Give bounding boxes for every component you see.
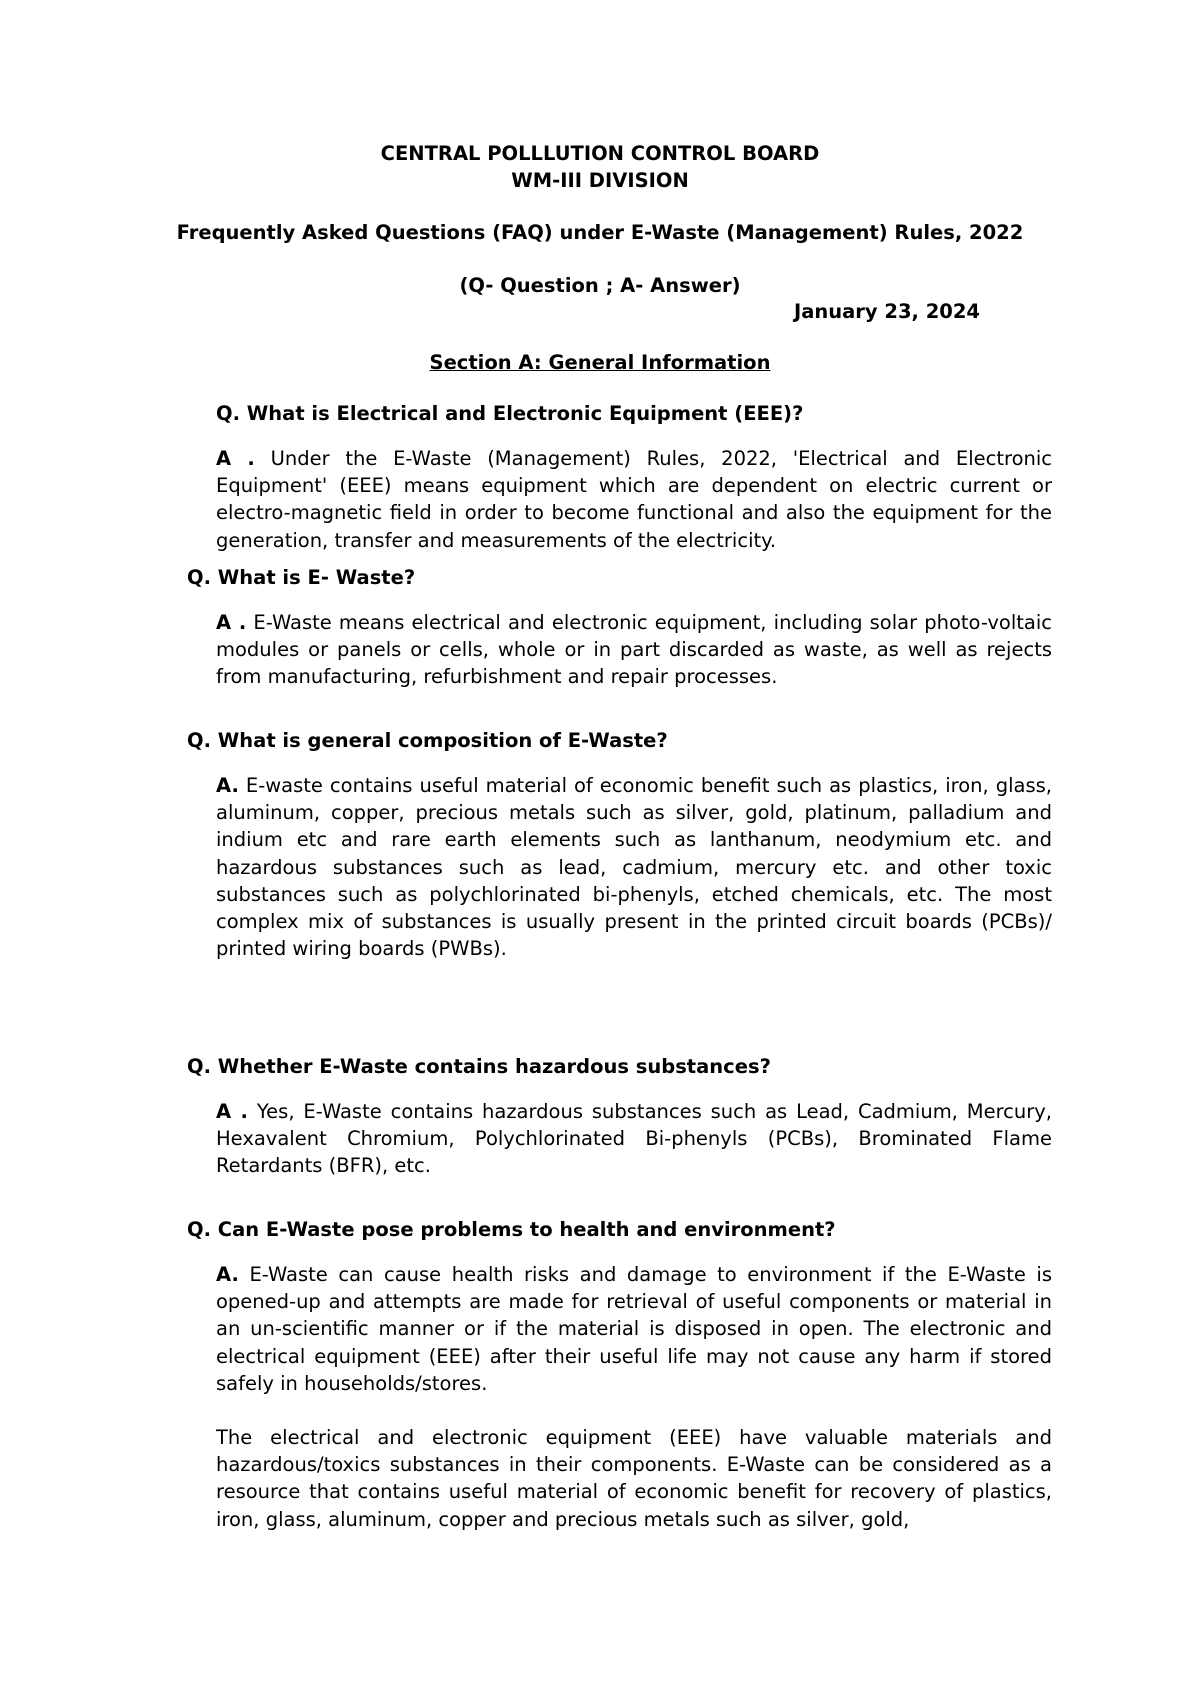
qa-legend: (Q- Question ; A- Answer) xyxy=(459,274,741,297)
answer-prefix: A . xyxy=(216,447,255,470)
faq-question: Q. What is Electrical and Electronic Equipment (EEE)? xyxy=(216,402,804,425)
document-date: January 23, 2024 xyxy=(793,300,980,323)
faq-question: Q. What is E- Waste? xyxy=(187,566,416,589)
answer-prefix: A . xyxy=(216,611,247,634)
answer-text: E-Waste means electrical and electronic equipment, including solar photo-voltaic modules or panels or cells, whole or in part discarded as waste, as well as rejects from manufacturing, refurbishment and repair processes. xyxy=(216,611,1052,689)
faq-question: Q. What is general composition of E-Waste? xyxy=(187,729,668,752)
answer-text: Under the E-Waste (Management) Rules, 2022, 'Electrical and Electronic Equipment' (EEE) means equipment which are dependent on electric current or electro-magnetic field in order to become functional and also the equipment for the generation, transfer and measurements of the electricity. xyxy=(216,447,1053,552)
answer-text: Yes, E-Waste contains hazardous substances such as Lead, Cadmium, Mercury, Hexavalent Chromium, Polychlorinated Bi-phenyls (PCBs), Brominated Flame Retardants (BFR), etc. xyxy=(216,1100,1052,1178)
answer-text: E-waste contains useful material of economic benefit such as plastics, iron, glass, aluminum, copper, precious metals such as silver, gold, platinum, palladium and indium etc and rare earth elements such as lanthanum, neodymium etc. and hazardous substances such as lead, cadmium, mercury etc. and other toxic substances such as polychlorinated bi-phenyls, etched chemicals, etc. The most complex mix of substances is usually present in the printed circuit boards (PCBs)/ printed wiring boards (PWBs). xyxy=(216,774,1052,961)
organization-name: CENTRAL POLLLUTION CONTROL BOARD xyxy=(380,142,820,165)
answer-prefix: A. xyxy=(216,1263,239,1286)
faq-answer xyxy=(216,445,1052,554)
answer-prefix: A. xyxy=(216,774,239,797)
faq-question: Q. Whether E-Waste contains hazardous substances? xyxy=(187,1055,771,1078)
faq-question: Q. Can E-Waste pose problems to health and environment? xyxy=(187,1218,836,1241)
answer-text: E-Waste can cause health risks and damage to environment if the E-Waste is opened-up and attempts are made for retrieval of useful components or material in an un-scientific manner or if the material is disposed in open. The electronic and electrical equipment (EEE) after their useful life may not cause any harm if stored safely in households/stores. xyxy=(216,1263,1052,1395)
faq-answer xyxy=(216,609,1052,691)
section-title: Section A: General Information xyxy=(429,351,771,374)
faq-answer xyxy=(216,1098,1052,1180)
answer-prefix: A . xyxy=(216,1100,248,1123)
section-heading xyxy=(0,351,1200,375)
document-title: Frequently Asked Questions (FAQ) under E-Waste (Management) Rules, 2022 xyxy=(176,221,1024,244)
faq-answer xyxy=(216,772,1052,962)
division-name: WM-III DIVISION xyxy=(511,169,689,192)
faq-answer xyxy=(216,1261,1052,1397)
faq-answer-continuation: The electrical and electronic equipment (EEE) have valuable materials and hazardous/toxics substances in their components. E-Waste can be considered as a resource that contains useful material of economic benefit for recovery of plastics, iron, glass, aluminum, copper and precious metals such as silver, gold, xyxy=(216,1426,1052,1531)
